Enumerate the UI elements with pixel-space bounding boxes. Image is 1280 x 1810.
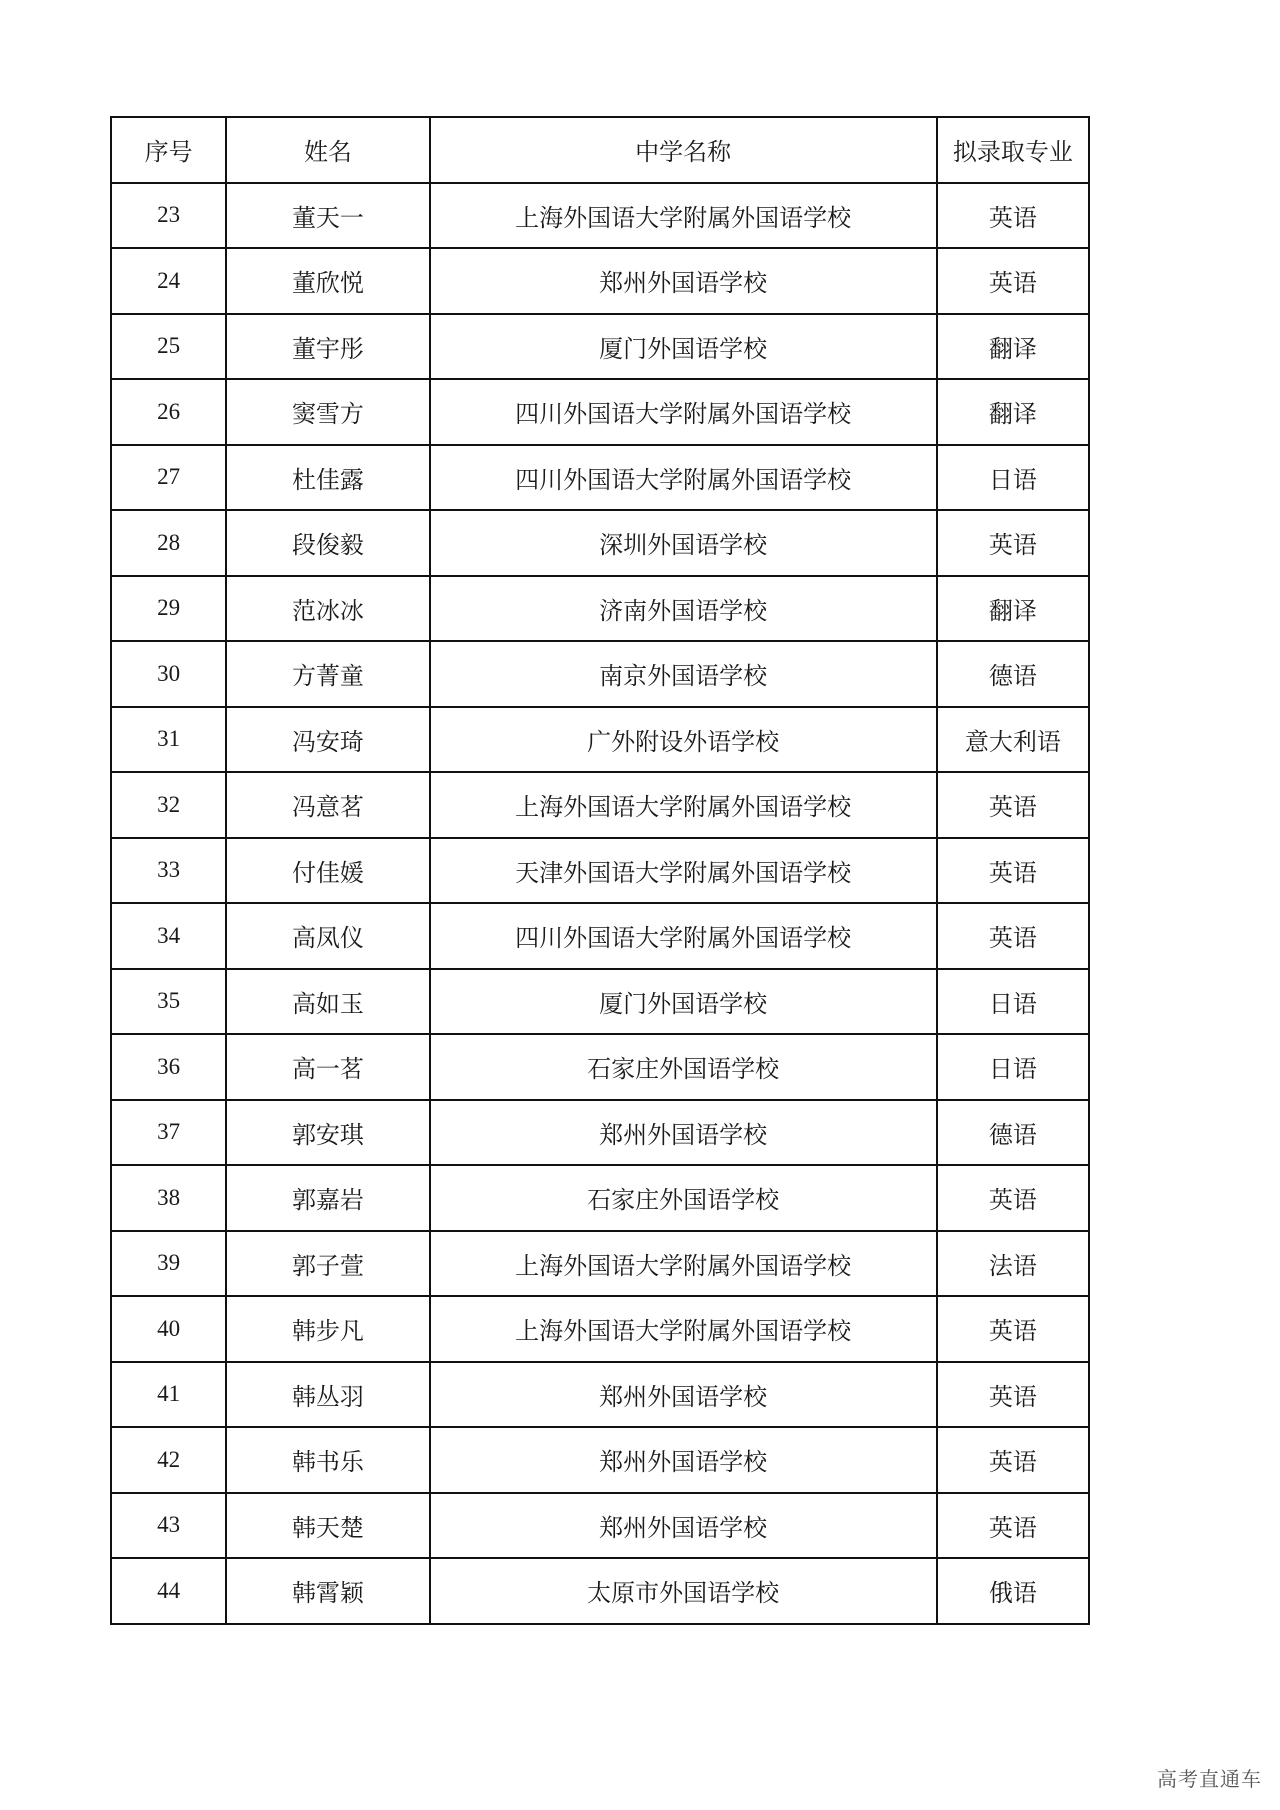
cell-major: 俄语 bbox=[937, 1558, 1089, 1624]
cell-major: 英语 bbox=[937, 838, 1089, 904]
cell-school: 石家庄外国语学校 bbox=[430, 1165, 937, 1231]
table-row bbox=[111, 510, 1089, 576]
cell-name: 郭子萱 bbox=[226, 1231, 429, 1297]
cell-major: 英语 bbox=[937, 248, 1089, 314]
cell-name: 董天一 bbox=[226, 183, 429, 249]
cell-seq: 30 bbox=[111, 641, 226, 707]
table-row bbox=[111, 1296, 1089, 1362]
cell-seq: 29 bbox=[111, 576, 226, 642]
cell-school: 上海外国语大学附属外国语学校 bbox=[430, 772, 937, 838]
cell-seq: 42 bbox=[111, 1427, 226, 1493]
table-row bbox=[111, 772, 1089, 838]
cell-seq: 28 bbox=[111, 510, 226, 576]
cell-major: 英语 bbox=[937, 183, 1089, 249]
table-row bbox=[111, 707, 1089, 773]
cell-major: 日语 bbox=[937, 1034, 1089, 1100]
cell-school: 郑州外国语学校 bbox=[430, 248, 937, 314]
cell-school: 广外附设外语学校 bbox=[430, 707, 937, 773]
cell-school: 郑州外国语学校 bbox=[430, 1362, 937, 1428]
header-major: 拟录取专业 bbox=[937, 117, 1089, 183]
cell-major: 英语 bbox=[937, 772, 1089, 838]
cell-school: 济南外国语学校 bbox=[430, 576, 937, 642]
table-row bbox=[111, 314, 1089, 380]
cell-major: 翻译 bbox=[937, 576, 1089, 642]
cell-major: 英语 bbox=[937, 1165, 1089, 1231]
cell-school: 四川外国语大学附属外国语学校 bbox=[430, 379, 937, 445]
cell-major: 日语 bbox=[937, 445, 1089, 511]
table-header-row bbox=[111, 117, 1089, 183]
cell-name: 高一茗 bbox=[226, 1034, 429, 1100]
cell-major: 意大利语 bbox=[937, 707, 1089, 773]
cell-school: 深圳外国语学校 bbox=[430, 510, 937, 576]
cell-school: 厦门外国语学校 bbox=[430, 314, 937, 380]
admission-list-table bbox=[110, 116, 1090, 1625]
table-row bbox=[111, 1362, 1089, 1428]
table-row bbox=[111, 1034, 1089, 1100]
cell-school: 太原市外国语学校 bbox=[430, 1558, 937, 1624]
table-row bbox=[111, 445, 1089, 511]
cell-seq: 44 bbox=[111, 1558, 226, 1624]
table-row bbox=[111, 1427, 1089, 1493]
cell-name: 高如玉 bbox=[226, 969, 429, 1035]
header-seq: 序号 bbox=[111, 117, 226, 183]
cell-school: 上海外国语大学附属外国语学校 bbox=[430, 1231, 937, 1297]
cell-seq: 34 bbox=[111, 903, 226, 969]
table-row bbox=[111, 1165, 1089, 1231]
cell-name: 范冰冰 bbox=[226, 576, 429, 642]
table-row bbox=[111, 1493, 1089, 1559]
cell-seq: 33 bbox=[111, 838, 226, 904]
cell-major: 英语 bbox=[937, 1493, 1089, 1559]
cell-major: 翻译 bbox=[937, 379, 1089, 445]
cell-seq: 27 bbox=[111, 445, 226, 511]
cell-seq: 43 bbox=[111, 1493, 226, 1559]
table-row bbox=[111, 379, 1089, 445]
cell-school: 南京外国语学校 bbox=[430, 641, 937, 707]
cell-school: 上海外国语大学附属外国语学校 bbox=[430, 183, 937, 249]
cell-name: 韩步凡 bbox=[226, 1296, 429, 1362]
cell-major: 英语 bbox=[937, 1296, 1089, 1362]
cell-name: 韩霄颖 bbox=[226, 1558, 429, 1624]
cell-seq: 36 bbox=[111, 1034, 226, 1100]
table-row bbox=[111, 838, 1089, 904]
header-name: 姓名 bbox=[226, 117, 429, 183]
table-row bbox=[111, 183, 1089, 249]
cell-school: 上海外国语大学附属外国语学校 bbox=[430, 1296, 937, 1362]
cell-seq: 39 bbox=[111, 1231, 226, 1297]
cell-name: 韩丛羽 bbox=[226, 1362, 429, 1428]
table-body bbox=[111, 183, 1089, 1624]
table-row bbox=[111, 1100, 1089, 1166]
header-school: 中学名称 bbox=[430, 117, 937, 183]
table-row bbox=[111, 903, 1089, 969]
cell-name: 窦雪方 bbox=[226, 379, 429, 445]
cell-seq: 40 bbox=[111, 1296, 226, 1362]
cell-name: 郭嘉岩 bbox=[226, 1165, 429, 1231]
cell-major: 英语 bbox=[937, 1427, 1089, 1493]
table-row bbox=[111, 641, 1089, 707]
cell-school: 郑州外国语学校 bbox=[430, 1427, 937, 1493]
table-row bbox=[111, 1558, 1089, 1624]
cell-name: 韩天楚 bbox=[226, 1493, 429, 1559]
cell-major: 日语 bbox=[937, 969, 1089, 1035]
table-row bbox=[111, 969, 1089, 1035]
cell-name: 冯安琦 bbox=[226, 707, 429, 773]
cell-school: 石家庄外国语学校 bbox=[430, 1034, 937, 1100]
cell-name: 郭安琪 bbox=[226, 1100, 429, 1166]
cell-school: 郑州外国语学校 bbox=[430, 1100, 937, 1166]
cell-major: 翻译 bbox=[937, 314, 1089, 380]
table-row bbox=[111, 576, 1089, 642]
cell-seq: 38 bbox=[111, 1165, 226, 1231]
cell-name: 高凤仪 bbox=[226, 903, 429, 969]
cell-major: 英语 bbox=[937, 1362, 1089, 1428]
cell-major: 德语 bbox=[937, 1100, 1089, 1166]
cell-seq: 32 bbox=[111, 772, 226, 838]
cell-seq: 31 bbox=[111, 707, 226, 773]
cell-name: 冯意茗 bbox=[226, 772, 429, 838]
cell-school: 四川外国语大学附属外国语学校 bbox=[430, 445, 937, 511]
cell-name: 韩书乐 bbox=[226, 1427, 429, 1493]
cell-seq: 37 bbox=[111, 1100, 226, 1166]
cell-seq: 25 bbox=[111, 314, 226, 380]
cell-name: 付佳媛 bbox=[226, 838, 429, 904]
cell-seq: 35 bbox=[111, 969, 226, 1035]
cell-school: 四川外国语大学附属外国语学校 bbox=[430, 903, 937, 969]
table-row bbox=[111, 248, 1089, 314]
cell-name: 杜佳露 bbox=[226, 445, 429, 511]
table-row bbox=[111, 1231, 1089, 1297]
cell-major: 英语 bbox=[937, 510, 1089, 576]
watermark-text: 高考直通车 bbox=[1157, 1767, 1262, 1791]
cell-name: 董欣悦 bbox=[226, 248, 429, 314]
cell-major: 德语 bbox=[937, 641, 1089, 707]
cell-school: 厦门外国语学校 bbox=[430, 969, 937, 1035]
cell-seq: 41 bbox=[111, 1362, 226, 1428]
cell-major: 法语 bbox=[937, 1231, 1089, 1297]
cell-seq: 24 bbox=[111, 248, 226, 314]
cell-name: 方菁童 bbox=[226, 641, 429, 707]
cell-seq: 26 bbox=[111, 379, 226, 445]
cell-name: 董宇彤 bbox=[226, 314, 429, 380]
cell-name: 段俊毅 bbox=[226, 510, 429, 576]
cell-school: 郑州外国语学校 bbox=[430, 1493, 937, 1559]
cell-major: 英语 bbox=[937, 903, 1089, 969]
cell-seq: 23 bbox=[111, 183, 226, 249]
cell-school: 天津外国语大学附属外国语学校 bbox=[430, 838, 937, 904]
